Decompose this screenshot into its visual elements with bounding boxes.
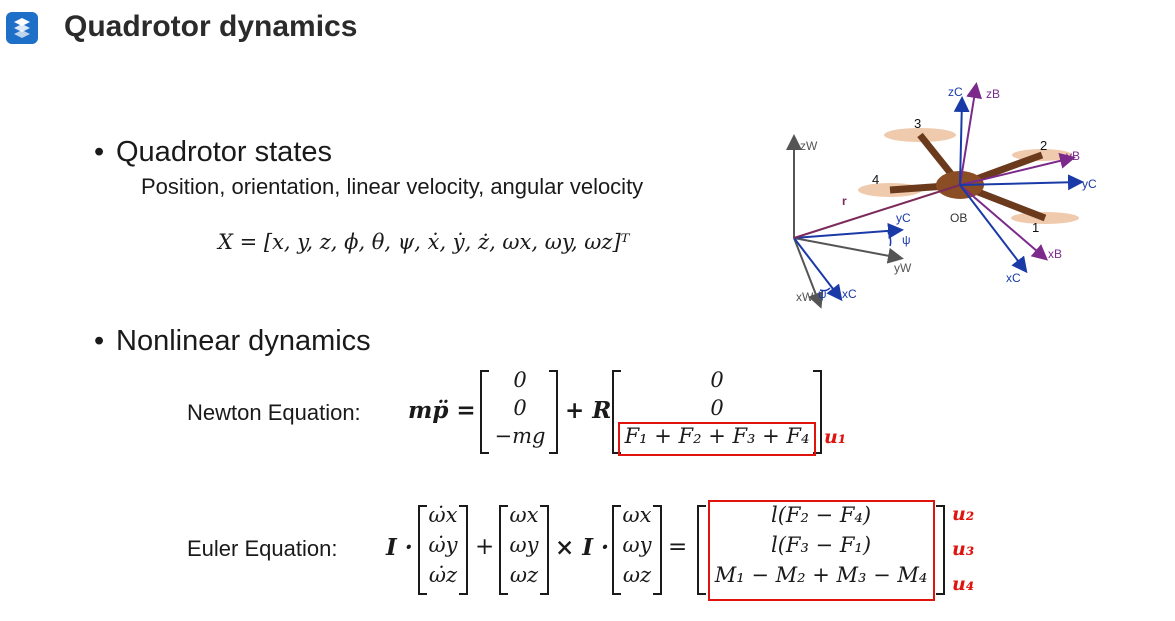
bullet-dot: • <box>94 136 105 168</box>
newton-equation-label: Newton Equation: <box>187 400 361 425</box>
matrix-cell: l(F₃ − F₁) <box>770 533 872 557</box>
axis-yC-small <box>794 230 900 238</box>
newton-vector-gravity <box>480 368 558 454</box>
axis-yW <box>794 238 900 258</box>
euler-wdot-vector <box>418 503 468 595</box>
euler-omega-vector-2 <box>612 503 662 595</box>
bracket-right <box>653 505 662 595</box>
label-psi-2: ψ <box>818 287 827 301</box>
label-r: r <box>842 194 847 208</box>
label-yW: yW <box>894 261 912 275</box>
label-psi-1: ψ <box>902 233 911 247</box>
input-u3: u₃ <box>952 538 975 560</box>
matrix-cell: F₁ + F₂ + F₃ + F₄ <box>624 424 810 448</box>
s-logo-icon <box>6 12 38 44</box>
label-yC-small: yC <box>896 211 911 225</box>
bracket-right <box>540 505 549 595</box>
euler-equation-label: Euler Equation: <box>187 536 338 561</box>
bullet-quadrotor-states <box>94 136 332 169</box>
bracket-right <box>549 370 558 454</box>
matrix-cell: ω̇y <box>428 533 458 557</box>
cross-I: × I · <box>555 534 610 561</box>
euler-omega-vector-1 <box>499 503 549 595</box>
bracket-right <box>936 505 945 595</box>
page-title: Quadrotor dynamics <box>64 10 358 43</box>
matrix-cell: 0 <box>710 396 724 420</box>
matrix-cell: 0 <box>710 368 724 392</box>
logo-icon <box>6 12 38 44</box>
matrix-cell: ωz <box>622 563 652 587</box>
thrust-highlight-box <box>618 422 816 456</box>
states-description: Position, orientation, linear velocity, angular velocity <box>141 174 644 199</box>
label-zB: zB <box>986 87 1001 101</box>
label-xC: xC <box>1006 271 1021 285</box>
matrix-cell: ωy <box>622 533 652 557</box>
label-yC: yC <box>1082 177 1097 191</box>
label-rotor-3: 3 <box>914 116 922 131</box>
matrix-cell: ω̇z <box>428 563 458 587</box>
matrix-cell: 0 <box>513 396 527 420</box>
newton-lhs: mp̈ = <box>408 397 476 424</box>
inertia-I: I · <box>386 534 413 561</box>
state-vector-equation: X = [x, y, z, ϕ, θ, ψ, ẋ, ẏ, ż, ωx, ωy, ωz]ᵀ <box>218 230 630 254</box>
section-heading: Nonlinear dynamics <box>116 325 371 357</box>
axis-xC-small <box>794 238 840 298</box>
plus-sign: + <box>475 534 495 560</box>
input-u1: u₁ <box>824 426 847 448</box>
plus-R: + R <box>565 397 612 424</box>
matrix-cell: M₁ − M₂ + M₃ − M₄ <box>714 563 928 587</box>
bullet-dot: • <box>94 325 105 357</box>
bullet-nonlinear-dynamics <box>94 325 371 358</box>
quadrotor-frames-diagram <box>780 80 1100 315</box>
matrix-cell: ω̇x <box>428 503 458 527</box>
label-xW: xW <box>796 290 814 304</box>
label-yB: yB <box>1066 149 1081 163</box>
matrix-cell: 0 <box>513 368 527 392</box>
bracket-right <box>459 505 468 595</box>
matrix-cell: ωx <box>622 503 652 527</box>
matrix-cell: ωz <box>509 563 539 587</box>
label-rotor-2: 2 <box>1040 138 1048 153</box>
label-zW: zW <box>800 139 818 153</box>
matrix-cell: l(F₂ − F₄) <box>770 503 872 527</box>
matrix-cell: ωy <box>509 533 539 557</box>
label-OB: OB <box>950 211 968 225</box>
input-u4: u₄ <box>952 573 975 595</box>
equals-sign: = <box>668 534 688 560</box>
input-u2: u₂ <box>952 503 975 525</box>
label-rotor-1: 1 <box>1032 220 1040 235</box>
label-xB: xB <box>1048 247 1063 261</box>
label-xC-small: xC <box>842 287 857 301</box>
moment-highlight-box <box>708 500 935 601</box>
section-heading: Quadrotor states <box>116 136 332 168</box>
label-zC: zC <box>948 85 963 99</box>
bracket-left <box>697 505 706 595</box>
label-rotor-4: 4 <box>872 172 880 187</box>
matrix-cell: −mg <box>494 424 546 448</box>
psi-arc-1 <box>888 232 891 246</box>
matrix-cell: ωx <box>509 503 539 527</box>
